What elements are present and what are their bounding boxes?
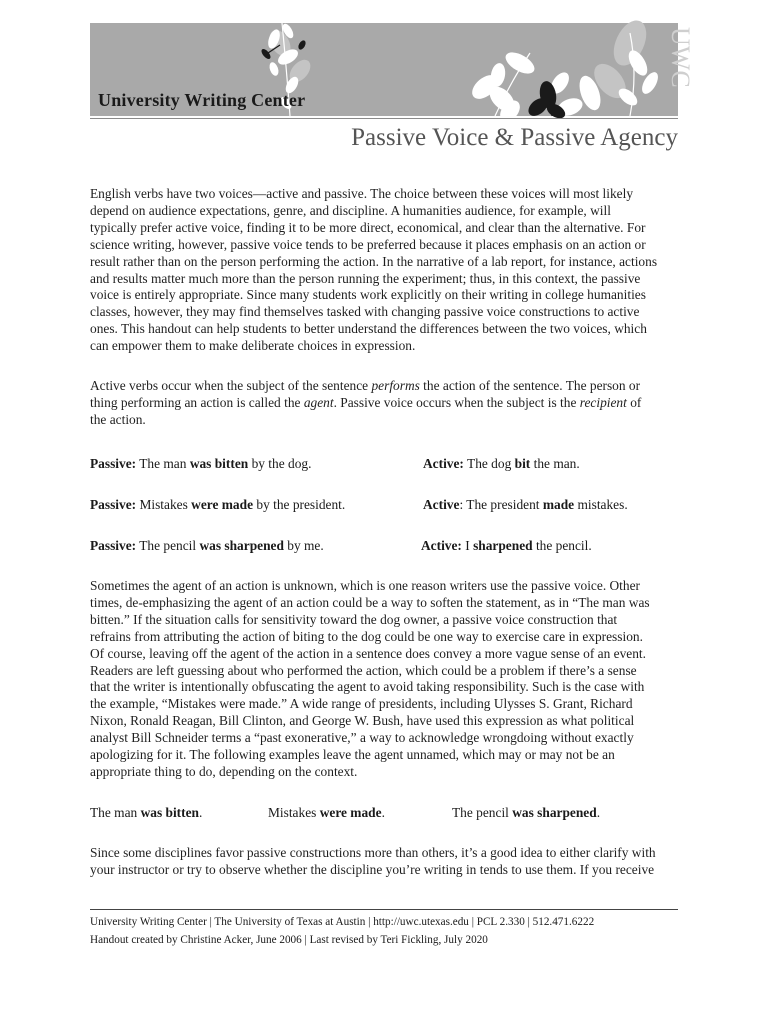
text-line: English verbs have two voices—active and passive. The choice between these voices will most likely (90, 186, 634, 201)
text-line: Since some disciplines favor passive constructions more than others, it’s a good idea to either clarify with (90, 845, 656, 860)
text-line: that the writer is intentionally obfuscating the agent to avoid taking responsibility. Such is the case with (90, 679, 645, 695)
text-line: science writing, however, passive voice tends to be preferred because it places emphasis on an action or (90, 236, 646, 252)
text-line: the example, “Mistakes were made.” A wide range of presidents, including Ulysses S. Grant, Richard (90, 696, 633, 712)
definition-paragraph (90, 378, 678, 429)
text-line: apologizing for it. The following examples leave the agent unnamed, which may or may not be an (90, 747, 615, 763)
text-line: Sometimes the agent of an action is unknown, which is one reason writers use the passive voice. Other (90, 578, 640, 593)
text-line: appropriate thing to do, depending on the context. (90, 763, 358, 779)
closing-paragraph (90, 845, 678, 879)
text-line: result rather than on the person performing the action. In the narrative of a lab report, for instance, actions (90, 253, 658, 269)
page-title: Passive Voice & Passive Agency (351, 124, 678, 151)
agentless-example: Mistakes were made. (268, 805, 385, 820)
text-line: bitten.” If the situation calls for sensitivity toward the dog owner, a passive voice construction that (90, 611, 618, 627)
text-line: your instructor or try to observe whether the discipline you’re writing in tends to use them. If you receive (90, 861, 655, 877)
uwc-watermark (650, 23, 695, 116)
passive-example: Passive: The man was bitten by the dog. (90, 456, 312, 471)
footer-contact: University Writing Center | The University of Texas at Austin | http://uwc.utexas.edu | PCL 2.330 | 512.471.6222 (90, 916, 595, 928)
text-line: the action. (90, 411, 146, 427)
text-line: Nixon, Ronald Reagan, Bill Clinton, and George W. Bush, have used this expression as what political (90, 713, 635, 729)
center-name: University Writing Center (98, 90, 306, 110)
text-line: Active verbs occur when the subject of the sentence performs the action of the sentence. The person or (90, 378, 641, 393)
text-line: depend on audience expectations, genre, and discipline. A humanities audience, for example, will (90, 202, 611, 218)
passive-example: Passive: Mistakes were made by the president. (90, 497, 346, 512)
text-line: Readers are left guessing about who performed the action, which could be a problem if there’s a sense (90, 662, 637, 678)
header-banner (90, 23, 695, 116)
text-line: classes, however, they may find themselves tasked with changing passive voice constructions to active (90, 304, 640, 320)
text-line: refrains from attributing the action of biting to the dog could be one way to exercise care in expression. (90, 628, 643, 644)
agentless-example: The man was bitten. (90, 805, 203, 820)
text-line: and results matter much more than the person running the experiment; thus, in this context, the passive (90, 270, 641, 286)
text-line: analyst Bill Schneider terms a “past exonerative,” a way to acknowledge wrongdoing without exactly (90, 730, 634, 746)
header-rule (90, 118, 678, 119)
agentless-example: The pencil was sharpened. (452, 805, 601, 820)
text-line: typically prefer active voice, finding it to be more direct, economical, and clear than the alternative. For (90, 219, 646, 235)
footer-credits: Handout created by Christine Acker, June 2006 | Last revised by Teri Fickling, July 2020 (90, 934, 488, 946)
active-example: Active: The dog bit the man. (423, 456, 580, 471)
text-line: thing performing an action is called the agent. Passive voice occurs when the subject is the recipient of (90, 394, 642, 410)
passive-example: Passive: The pencil was sharpened by me. (90, 538, 324, 553)
footer-rule (90, 909, 678, 910)
agent-paragraph (90, 578, 678, 781)
svg-text:UWC: UWC (666, 27, 695, 88)
text-line: voice is entirely appropriate. Since many students work explicitly on their writing in college humanities (90, 287, 646, 303)
text-line: times, de-emphasizing the agent of an action could be a way to soften the statement, as in “The man was (90, 594, 650, 610)
text-line: Of course, leaving off the agent of the action in a sentence does convey a more vague sense of an event. (90, 645, 646, 661)
active-example: Active: The president made mistakes. (423, 497, 628, 512)
active-example: Active: I sharpened the pencil. (421, 538, 592, 553)
intro-paragraph (90, 186, 678, 355)
text-line: can empower them to make deliberate choices in expression. (90, 338, 416, 354)
text-line: ones. This handout can help students to better understand the differences between the two voices, which (90, 321, 647, 337)
